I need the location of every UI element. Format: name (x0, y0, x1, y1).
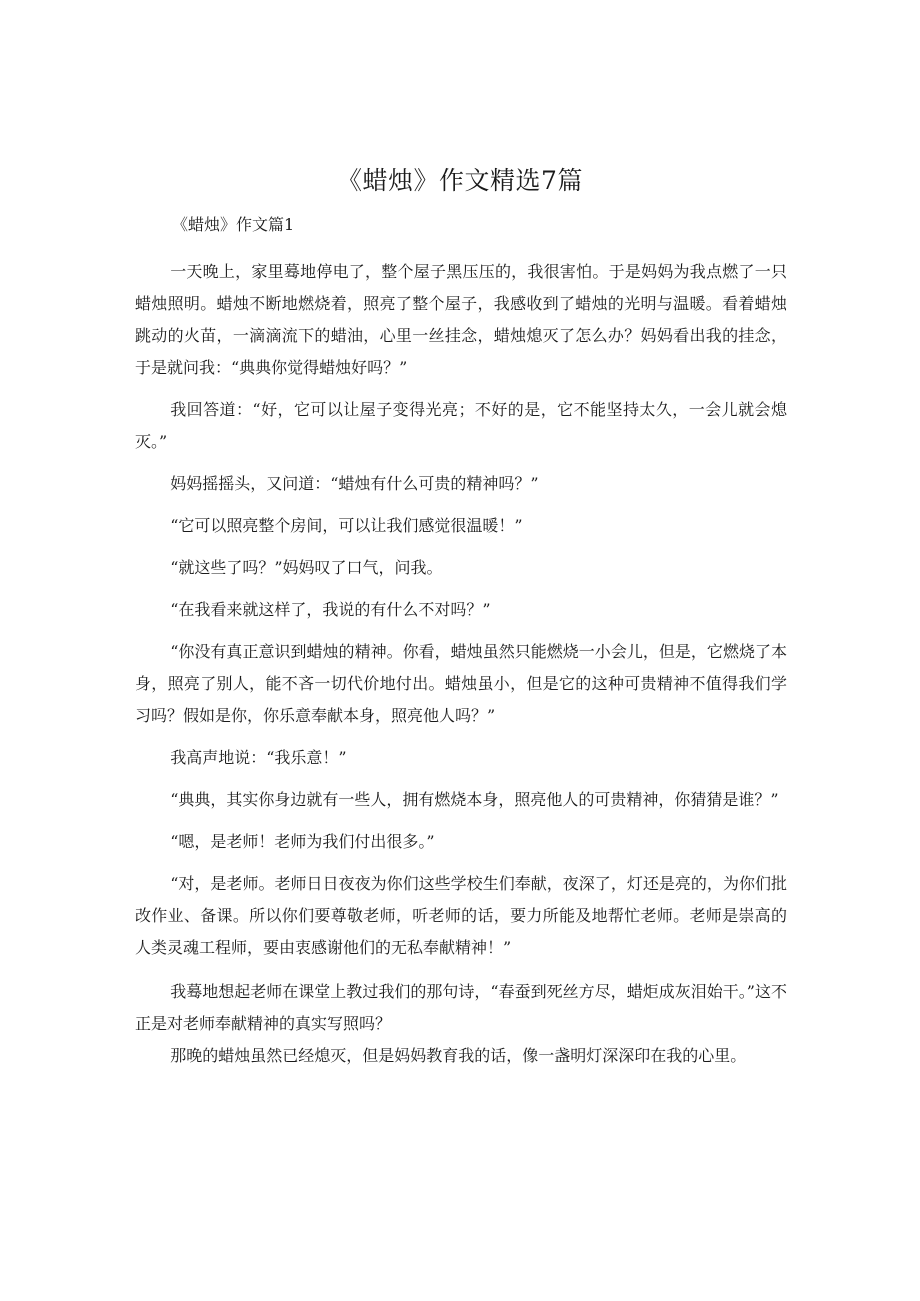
paragraph: 我蓦地想起老师在课堂上教过我们的那句诗，“春蚕到死丝方尽，蜡炬成灰泪始干。”这不正是对老师奉献精神的真实写照吗？ (135, 982, 787, 1033)
paragraph: “嗯，是老师！老师为我们付出很多。” (170, 832, 435, 851)
paragraph: “它可以照亮整个房间，可以让我们感觉很温暖！” (170, 516, 523, 535)
paragraph: “你没有真正意识到蜡烛的精神。你看，蜡烛虽然只能燃烧一小会儿，但是，它燃烧了本身，照亮了别人，能不吝一切代价地付出。蜡烛虽小，但是它的这种可贵精神不值得我们学习吗？假如是你，你乐意奉献本身，照亮他人吗？” (135, 642, 787, 725)
page-title: 《蜡烛》作文精选7篇 (337, 166, 583, 195)
paragraph: 妈妈摇摇头，又问道：“蜡烛有什么可贵的精神吗？” (170, 474, 539, 493)
paragraph: 那晚的蜡烛虽然已经熄灭，但是妈妈教育我的话，像一盏明灯深深印在我的心里。 (170, 1046, 747, 1065)
paragraph: “典典，其实你身边就有一些人，拥有燃烧本身，照亮他人的可贵精神，你猜猜是谁？” (170, 790, 779, 809)
paragraph: “在我看来就这样了，我说的有什么不对吗？” (170, 600, 491, 619)
paragraph: “对，是老师。老师日日夜夜为你们这些学校生们奉献，夜深了，灯还是亮的，为你们批改作业、备课。所以你们要尊敬老师，听老师的话，要力所能及地帮忙老师。老师是崇高的人类灵魂工程师，要由衷感谢他们的无私奉献精神！” (135, 874, 787, 957)
section-heading: 《蜡烛》作文篇1 (172, 215, 295, 234)
article-body (135, 256, 787, 1072)
paragraph: 我高声地说：“我乐意！” (170, 748, 347, 767)
paragraph: 我回答道：“好，它可以让屋子变得光亮；不好的是，它不能坚持太久，一会儿就会熄灭。” (135, 400, 787, 451)
paragraph: 一天晚上，家里蓦地停电了，整个屋子黑压压的，我很害怕。于是妈妈为我点燃了一只蜡烛照明。蜡烛不断地燃烧着，照亮了整个屋子，我感收到了蜡烛的光明与温暖。看着蜡烛跳动的火苗，一滴滴流下的蜡油，心里一丝挂念，蜡烛熄灭了怎么办？妈妈看出我的挂念，于是就问我：“典典你觉得蜡烛好吗？” (135, 262, 787, 377)
paragraph: “就这些了吗？”妈妈叹了口气，问我。 (170, 558, 443, 577)
